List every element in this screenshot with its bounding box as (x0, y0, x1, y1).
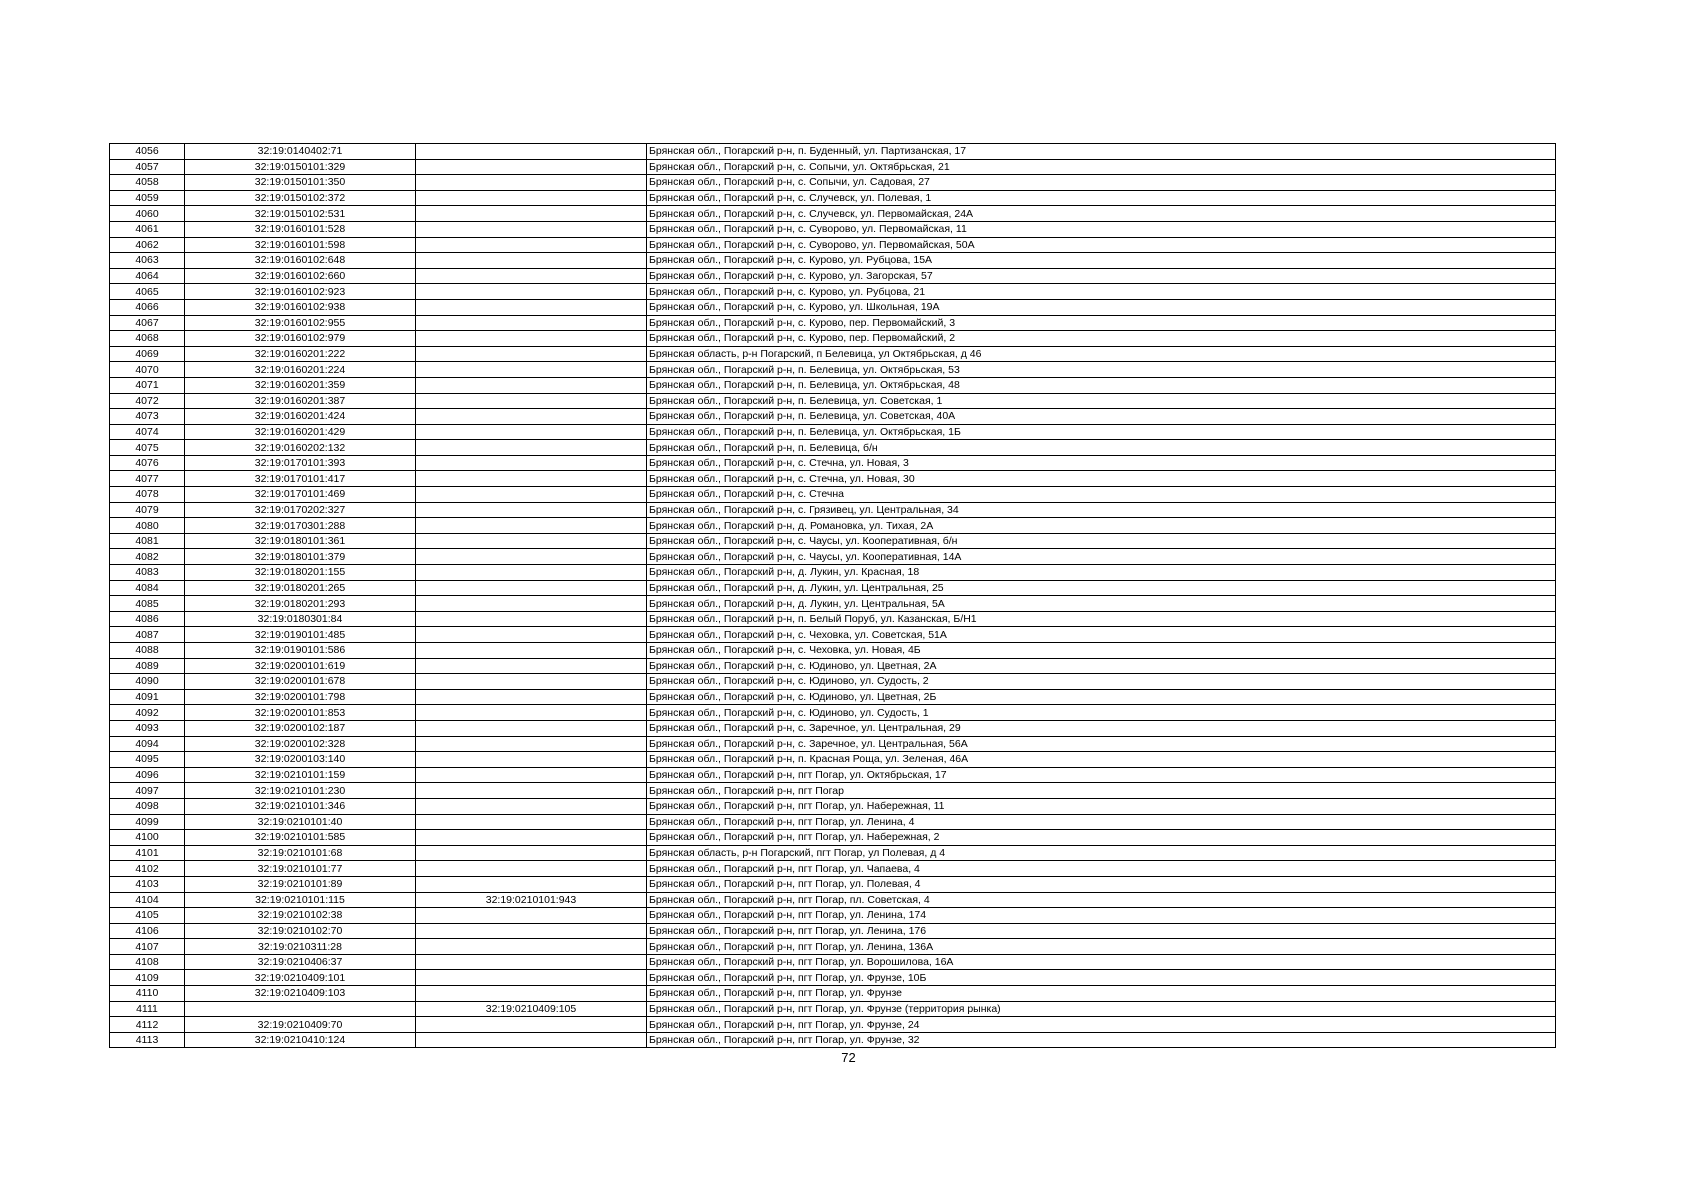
cadastral-number-cell: 32:19:0200101:853 (185, 705, 416, 721)
cadastral-number-cell: 32:19:0160202:132 (185, 440, 416, 456)
row-number-cell: 4086 (110, 611, 185, 627)
row-number-cell: 4077 (110, 471, 185, 487)
cadastral-number-cell: 32:19:0210311:28 (185, 939, 416, 955)
address-cell: Брянская область, р-н Погарский, пгт Погар, ул Полевая, д 4 (647, 845, 1556, 861)
linked-cadastral-number-cell (416, 611, 647, 627)
table-body (110, 144, 1556, 1048)
row-number-cell: 4062 (110, 237, 185, 253)
linked-cadastral-number-cell: 32:19:0210409:105 (416, 1001, 647, 1017)
cadastral-number-cell: 32:19:0200103:140 (185, 752, 416, 768)
cadastral-number-cell: 32:19:0210101:346 (185, 798, 416, 814)
address-cell: Брянская обл., Погарский р-н, п. Красная Роща, ул. Зеленая, 46А (647, 752, 1556, 768)
cadastral-number-cell: 32:19:0210101:77 (185, 861, 416, 877)
linked-cadastral-number-cell (416, 346, 647, 362)
address-cell: Брянская обл., Погарский р-н, пгт Погар, пл. Советская, 4 (647, 892, 1556, 908)
cadastral-number-cell: 32:19:0150102:531 (185, 206, 416, 222)
address-cell: Брянская обл., Погарский р-н, с. Юдиново, ул. Судость, 1 (647, 705, 1556, 721)
linked-cadastral-number-cell (416, 471, 647, 487)
row-number-cell: 4089 (110, 658, 185, 674)
address-cell: Брянская обл., Погарский р-н, пгт Погар, ул. Набережная, 11 (647, 798, 1556, 814)
cadastral-number-cell: 32:19:0170101:417 (185, 471, 416, 487)
table-row (110, 221, 1556, 237)
cadastral-number-cell: 32:19:0210409:103 (185, 986, 416, 1002)
address-cell: Брянская обл., Погарский р-н, пгт Погар, ул. Чапаева, 4 (647, 861, 1556, 877)
cadastral-number-cell: 32:19:0210102:38 (185, 908, 416, 924)
row-number-cell: 4084 (110, 580, 185, 596)
address-cell: Брянская обл., Погарский р-н, с. Курово, ул. Загорская, 57 (647, 268, 1556, 284)
row-number-cell: 4110 (110, 986, 185, 1002)
linked-cadastral-number-cell (416, 331, 647, 347)
row-number-cell: 4102 (110, 861, 185, 877)
linked-cadastral-number-cell (416, 674, 647, 690)
table-row (110, 1001, 1556, 1017)
address-cell: Брянская обл., Погарский р-н, с. Случевск, ул. Первомайская, 24А (647, 206, 1556, 222)
row-number-cell: 4100 (110, 830, 185, 846)
address-cell: Брянская обл., Погарский р-н, с. Чаусы, ул. Кооперативная, б/н (647, 533, 1556, 549)
row-number-cell: 4109 (110, 970, 185, 986)
address-cell: Брянская обл., Погарский р-н, п. Белевица, б/н (647, 440, 1556, 456)
cadastral-number-cell: 32:19:0200102:187 (185, 720, 416, 736)
row-number-cell: 4103 (110, 876, 185, 892)
linked-cadastral-number-cell (416, 268, 647, 284)
row-number-cell: 4072 (110, 393, 185, 409)
linked-cadastral-number-cell (416, 876, 647, 892)
table-row (110, 954, 1556, 970)
linked-cadastral-number-cell (416, 705, 647, 721)
linked-cadastral-number-cell (416, 798, 647, 814)
table-row (110, 830, 1556, 846)
address-cell: Брянская обл., Погарский р-н, пгт Погар, ул. Полевая, 4 (647, 876, 1556, 892)
table-row (110, 720, 1556, 736)
linked-cadastral-number-cell (416, 908, 647, 924)
address-cell: Брянская обл., Погарский р-н, п. Буденный, ул. Партизанская, 17 (647, 144, 1556, 160)
linked-cadastral-number-cell (416, 1032, 647, 1048)
linked-cadastral-number-cell (416, 1017, 647, 1033)
table-row (110, 892, 1556, 908)
row-number-cell: 4083 (110, 565, 185, 581)
linked-cadastral-number-cell (416, 830, 647, 846)
row-number-cell: 4104 (110, 892, 185, 908)
address-cell: Брянская обл., Погарский р-н, п. Белый Поруб, ул. Казанская, Б/Н1 (647, 611, 1556, 627)
cadastral-number-cell: 32:19:0200101:798 (185, 689, 416, 705)
address-cell: Брянская обл., Погарский р-н, пгт Погар, ул. Ворошилова, 16А (647, 954, 1556, 970)
cadastral-number-cell: 32:19:0160201:359 (185, 377, 416, 393)
cadastral-number-cell: 32:19:0160102:979 (185, 331, 416, 347)
linked-cadastral-number-cell (416, 580, 647, 596)
row-number-cell: 4080 (110, 518, 185, 534)
table-row (110, 471, 1556, 487)
address-cell: Брянская обл., Погарский р-н, пгт Погар, ул. Ленина, 176 (647, 923, 1556, 939)
table-row (110, 346, 1556, 362)
linked-cadastral-number-cell (416, 159, 647, 175)
linked-cadastral-number-cell (416, 736, 647, 752)
linked-cadastral-number-cell (416, 814, 647, 830)
address-cell: Брянская обл., Погарский р-н, с. Курово, пер. Первомайский, 3 (647, 315, 1556, 331)
row-number-cell: 4093 (110, 720, 185, 736)
table-row (110, 814, 1556, 830)
address-cell: Брянская обл., Погарский р-н, с. Стечна (647, 487, 1556, 503)
table-row (110, 393, 1556, 409)
linked-cadastral-number-cell (416, 596, 647, 612)
address-cell: Брянская обл., Погарский р-н, с. Сопычи, ул. Октябрьская, 21 (647, 159, 1556, 175)
table-row (110, 845, 1556, 861)
table-row (110, 674, 1556, 690)
cadastral-number-cell: 32:19:0190101:485 (185, 627, 416, 643)
linked-cadastral-number-cell (416, 627, 647, 643)
row-number-cell: 4056 (110, 144, 185, 160)
linked-cadastral-number-cell (416, 643, 647, 659)
linked-cadastral-number-cell (416, 845, 647, 861)
address-cell: Брянская обл., Погарский р-н, пгт Погар, ул. Набережная, 2 (647, 830, 1556, 846)
linked-cadastral-number-cell (416, 424, 647, 440)
linked-cadastral-number-cell (416, 565, 647, 581)
cadastral-number-cell: 32:19:0170202:327 (185, 502, 416, 518)
linked-cadastral-number-cell (416, 237, 647, 253)
linked-cadastral-number-cell (416, 986, 647, 1002)
table-row (110, 939, 1556, 955)
cadastral-number-cell: 32:19:0180201:265 (185, 580, 416, 596)
cadastral-number-cell: 32:19:0210101:89 (185, 876, 416, 892)
address-cell: Брянская обл., Погарский р-н, д. Лукин, ул. Центральная, 25 (647, 580, 1556, 596)
table-row (110, 268, 1556, 284)
table-row (110, 424, 1556, 440)
address-cell: Брянская обл., Погарский р-н, с. Курово, ул. Школьная, 19А (647, 299, 1556, 315)
address-cell: Брянская обл., Погарский р-н, с. Грязивец, ул. Центральная, 34 (647, 502, 1556, 518)
table-row (110, 643, 1556, 659)
address-cell: Брянская обл., Погарский р-н, с. Случевск, ул. Полевая, 1 (647, 190, 1556, 206)
row-number-cell: 4065 (110, 284, 185, 300)
linked-cadastral-number-cell (416, 409, 647, 425)
cadastral-number-cell: 32:19:0210101:585 (185, 830, 416, 846)
linked-cadastral-number-cell (416, 253, 647, 269)
cadastral-number-cell: 32:19:0160201:222 (185, 346, 416, 362)
cadastral-number-cell: 32:19:0150101:329 (185, 159, 416, 175)
table-row (110, 986, 1556, 1002)
row-number-cell: 4108 (110, 954, 185, 970)
row-number-cell: 4098 (110, 798, 185, 814)
cadastral-number-cell: 32:19:0170101:469 (185, 487, 416, 503)
row-number-cell: 4091 (110, 689, 185, 705)
linked-cadastral-number-cell (416, 315, 647, 331)
address-cell: Брянская обл., Погарский р-н, п. Белевица, ул. Октябрьская, 53 (647, 362, 1556, 378)
row-number-cell: 4092 (110, 705, 185, 721)
linked-cadastral-number-cell (416, 502, 647, 518)
address-cell: Брянская обл., Погарский р-н, с. Суворово, ул. Первомайская, 11 (647, 221, 1556, 237)
table-row (110, 658, 1556, 674)
table-row (110, 783, 1556, 799)
row-number-cell: 4066 (110, 299, 185, 315)
cadastral-number-cell: 32:19:0160201:224 (185, 362, 416, 378)
cadastral-table (109, 143, 1556, 1048)
table-row (110, 206, 1556, 222)
address-cell: Брянская обл., Погарский р-н, с. Стечна, ул. Новая, 3 (647, 455, 1556, 471)
cadastral-number-cell: 32:19:0210101:40 (185, 814, 416, 830)
row-number-cell: 4113 (110, 1032, 185, 1048)
linked-cadastral-number-cell (416, 549, 647, 565)
linked-cadastral-number-cell (416, 720, 647, 736)
linked-cadastral-number-cell (416, 954, 647, 970)
row-number-cell: 4075 (110, 440, 185, 456)
linked-cadastral-number-cell (416, 518, 647, 534)
row-number-cell: 4070 (110, 362, 185, 378)
row-number-cell: 4073 (110, 409, 185, 425)
table-row (110, 502, 1556, 518)
address-cell: Брянская обл., Погарский р-н, пгт Погар (647, 783, 1556, 799)
address-cell: Брянская обл., Погарский р-н, с. Сопычи, ул. Садовая, 27 (647, 175, 1556, 191)
address-cell: Брянская обл., Погарский р-н, д. Лукин, ул. Красная, 18 (647, 565, 1556, 581)
linked-cadastral-number-cell: 32:19:0210101:943 (416, 892, 647, 908)
table-row (110, 970, 1556, 986)
cadastral-number-cell: 32:19:0140402:71 (185, 144, 416, 160)
cadastral-number-cell: 32:19:0200101:678 (185, 674, 416, 690)
table-row (110, 1017, 1556, 1033)
address-cell: Брянская обл., Погарский р-н, с. Суворово, ул. Первомайская, 50А (647, 237, 1556, 253)
address-cell: Брянская обл., Погарский р-н, п. Белевица, ул. Советская, 40А (647, 409, 1556, 425)
cadastral-number-cell: 32:19:0180101:379 (185, 549, 416, 565)
cadastral-number-cell: 32:19:0190101:586 (185, 643, 416, 659)
linked-cadastral-number-cell (416, 190, 647, 206)
cadastral-number-cell: 32:19:0160201:429 (185, 424, 416, 440)
table-row (110, 596, 1556, 612)
cadastral-number-cell: 32:19:0210406:37 (185, 954, 416, 970)
page-number: 72 (841, 1050, 856, 1065)
address-cell: Брянская обл., Погарский р-н, пгт Погар, ул. Фрунзе (территория рынка) (647, 1001, 1556, 1017)
cadastral-number-cell: 32:19:0180301:84 (185, 611, 416, 627)
table-row (110, 409, 1556, 425)
address-cell: Брянская обл., Погарский р-н, д. Лукин, ул. Центральная, 5А (647, 596, 1556, 612)
address-cell: Брянская обл., Погарский р-н, пгт Погар, ул. Ленина, 4 (647, 814, 1556, 830)
row-number-cell: 4081 (110, 533, 185, 549)
row-number-cell: 4105 (110, 908, 185, 924)
row-number-cell: 4057 (110, 159, 185, 175)
row-number-cell: 4082 (110, 549, 185, 565)
linked-cadastral-number-cell (416, 689, 647, 705)
table-row (110, 533, 1556, 549)
address-cell: Брянская обл., Погарский р-н, с. Заречное, ул. Центральная, 29 (647, 720, 1556, 736)
cadastral-number-cell: 32:19:0160102:923 (185, 284, 416, 300)
address-cell: Брянская обл., Погарский р-н, пгт Погар, ул. Октябрьская, 17 (647, 767, 1556, 783)
linked-cadastral-number-cell (416, 939, 647, 955)
cadastral-number-cell: 32:19:0160201:387 (185, 393, 416, 409)
row-number-cell: 4090 (110, 674, 185, 690)
address-cell: Брянская обл., Погарский р-н, пгт Погар, ул. Фрунзе, 24 (647, 1017, 1556, 1033)
cadastral-number-cell: 32:19:0170301:288 (185, 518, 416, 534)
table-row (110, 362, 1556, 378)
table-row (110, 455, 1556, 471)
address-cell: Брянская обл., Погарский р-н, с. Юдиново, ул. Цветная, 2А (647, 658, 1556, 674)
cadastral-number-cell: 32:19:0210102:70 (185, 923, 416, 939)
row-number-cell: 4099 (110, 814, 185, 830)
address-cell: Брянская обл., Погарский р-н, с. Юдиново, ул. Цветная, 2Б (647, 689, 1556, 705)
cadastral-number-cell: 32:19:0200102:328 (185, 736, 416, 752)
cadastral-number-cell: 32:19:0170101:393 (185, 455, 416, 471)
table-row (110, 798, 1556, 814)
linked-cadastral-number-cell (416, 206, 647, 222)
row-number-cell: 4106 (110, 923, 185, 939)
cadastral-number-cell: 32:19:0160201:424 (185, 409, 416, 425)
linked-cadastral-number-cell (416, 533, 647, 549)
row-number-cell: 4111 (110, 1001, 185, 1017)
linked-cadastral-number-cell (416, 221, 647, 237)
table-row (110, 315, 1556, 331)
row-number-cell: 4067 (110, 315, 185, 331)
table-row (110, 876, 1556, 892)
table-row (110, 861, 1556, 877)
table-row (110, 580, 1556, 596)
address-cell: Брянская обл., Погарский р-н, пгт Погар, ул. Фрунзе (647, 986, 1556, 1002)
cadastral-number-cell: 32:19:0160102:955 (185, 315, 416, 331)
row-number-cell: 4071 (110, 377, 185, 393)
table-row (110, 159, 1556, 175)
linked-cadastral-number-cell (416, 752, 647, 768)
linked-cadastral-number-cell (416, 767, 647, 783)
row-number-cell: 4101 (110, 845, 185, 861)
address-cell: Брянская обл., Погарский р-н, с. Чеховка, ул. Новая, 4Б (647, 643, 1556, 659)
cadastral-number-cell: 32:19:0160101:528 (185, 221, 416, 237)
row-number-cell: 4063 (110, 253, 185, 269)
table-row (110, 1032, 1556, 1048)
cadastral-number-cell: 32:19:0160102:660 (185, 268, 416, 284)
cadastral-number-cell: 32:19:0210101:230 (185, 783, 416, 799)
cadastral-number-cell: 32:19:0150101:350 (185, 175, 416, 191)
row-number-cell: 4087 (110, 627, 185, 643)
row-number-cell: 4096 (110, 767, 185, 783)
address-cell: Брянская обл., Погарский р-н, п. Белевица, ул. Советская, 1 (647, 393, 1556, 409)
cadastral-number-cell: 32:19:0180201:155 (185, 565, 416, 581)
linked-cadastral-number-cell (416, 970, 647, 986)
table-row (110, 705, 1556, 721)
address-cell: Брянская обл., Погарский р-н, пгт Погар, ул. Фрунзе, 10Б (647, 970, 1556, 986)
table-row (110, 440, 1556, 456)
row-number-cell: 4074 (110, 424, 185, 440)
table-row (110, 549, 1556, 565)
address-cell: Брянская обл., Погарский р-н, д. Романовка, ул. Тихая, 2А (647, 518, 1556, 534)
table-row (110, 284, 1556, 300)
table-row (110, 627, 1556, 643)
address-cell: Брянская обл., Погарский р-н, с. Чеховка, ул. Советская, 51А (647, 627, 1556, 643)
cadastral-number-cell: 32:19:0210101:68 (185, 845, 416, 861)
table-row (110, 190, 1556, 206)
table-row (110, 736, 1556, 752)
cadastral-number-cell: 32:19:0210409:70 (185, 1017, 416, 1033)
address-cell: Брянская обл., Погарский р-н, п. Белевица, ул. Октябрьская, 48 (647, 377, 1556, 393)
row-number-cell: 4058 (110, 175, 185, 191)
table-row (110, 299, 1556, 315)
table-row (110, 253, 1556, 269)
address-cell: Брянская обл., Погарский р-н, пгт Погар, ул. Фрунзе, 32 (647, 1032, 1556, 1048)
linked-cadastral-number-cell (416, 284, 647, 300)
address-cell: Брянская обл., Погарский р-н, с. Курово, пер. Первомайский, 2 (647, 331, 1556, 347)
row-number-cell: 4059 (110, 190, 185, 206)
cadastral-number-cell (185, 1001, 416, 1017)
row-number-cell: 4088 (110, 643, 185, 659)
address-cell: Брянская обл., Погарский р-н, пгт Погар, ул. Ленина, 136А (647, 939, 1556, 955)
cadastral-number-cell: 32:19:0160101:598 (185, 237, 416, 253)
linked-cadastral-number-cell (416, 455, 647, 471)
cadastral-number-cell: 32:19:0200101:619 (185, 658, 416, 674)
cadastral-number-cell: 32:19:0150102:372 (185, 190, 416, 206)
row-number-cell: 4107 (110, 939, 185, 955)
row-number-cell: 4069 (110, 346, 185, 362)
cadastral-number-cell: 32:19:0210101:159 (185, 767, 416, 783)
address-cell: Брянская обл., Погарский р-н, пгт Погар, ул. Ленина, 174 (647, 908, 1556, 924)
row-number-cell: 4076 (110, 455, 185, 471)
linked-cadastral-number-cell (416, 362, 647, 378)
row-number-cell: 4064 (110, 268, 185, 284)
cadastral-number-cell: 32:19:0210409:101 (185, 970, 416, 986)
address-cell: Брянская обл., Погарский р-н, с. Стечна, ул. Новая, 30 (647, 471, 1556, 487)
table-row (110, 767, 1556, 783)
linked-cadastral-number-cell (416, 861, 647, 877)
address-cell: Брянская обл., Погарский р-н, с. Курово, ул. Рубцова, 15А (647, 253, 1556, 269)
linked-cadastral-number-cell (416, 783, 647, 799)
cadastral-number-cell: 32:19:0210101:115 (185, 892, 416, 908)
table-row (110, 611, 1556, 627)
table-row (110, 518, 1556, 534)
table-row (110, 565, 1556, 581)
cadastral-number-cell: 32:19:0210410:124 (185, 1032, 416, 1048)
row-number-cell: 4079 (110, 502, 185, 518)
table-row (110, 752, 1556, 768)
linked-cadastral-number-cell (416, 299, 647, 315)
address-cell: Брянская обл., Погарский р-н, п. Белевица, ул. Октябрьская, 1Б (647, 424, 1556, 440)
row-number-cell: 4061 (110, 221, 185, 237)
linked-cadastral-number-cell (416, 658, 647, 674)
linked-cadastral-number-cell (416, 393, 647, 409)
address-cell: Брянская обл., Погарский р-н, с. Заречное, ул. Центральная, 56А (647, 736, 1556, 752)
row-number-cell: 4095 (110, 752, 185, 768)
table-row (110, 237, 1556, 253)
linked-cadastral-number-cell (416, 175, 647, 191)
address-cell: Брянская обл., Погарский р-н, с. Юдиново, ул. Судость, 2 (647, 674, 1556, 690)
address-cell: Брянская обл., Погарский р-н, с. Чаусы, ул. Кооперативная, 14А (647, 549, 1556, 565)
table-row (110, 689, 1556, 705)
row-number-cell: 4094 (110, 736, 185, 752)
cadastral-number-cell: 32:19:0160102:648 (185, 253, 416, 269)
table-row (110, 144, 1556, 160)
linked-cadastral-number-cell (416, 923, 647, 939)
row-number-cell: 4112 (110, 1017, 185, 1033)
table-row (110, 331, 1556, 347)
table-row (110, 175, 1556, 191)
cadastral-number-cell: 32:19:0180101:361 (185, 533, 416, 549)
table-row (110, 908, 1556, 924)
linked-cadastral-number-cell (416, 487, 647, 503)
cadastral-number-cell: 32:19:0160102:938 (185, 299, 416, 315)
cadastral-number-cell: 32:19:0180201:293 (185, 596, 416, 612)
linked-cadastral-number-cell (416, 144, 647, 160)
linked-cadastral-number-cell (416, 440, 647, 456)
address-cell: Брянская область, р-н Погарский, п Белевица, ул Октябрьская, д 46 (647, 346, 1556, 362)
linked-cadastral-number-cell (416, 377, 647, 393)
table-row (110, 377, 1556, 393)
table-row (110, 487, 1556, 503)
row-number-cell: 4097 (110, 783, 185, 799)
row-number-cell: 4078 (110, 487, 185, 503)
table-row (110, 923, 1556, 939)
address-cell: Брянская обл., Погарский р-н, с. Курово, ул. Рубцова, 21 (647, 284, 1556, 300)
row-number-cell: 4085 (110, 596, 185, 612)
row-number-cell: 4068 (110, 331, 185, 347)
row-number-cell: 4060 (110, 206, 185, 222)
